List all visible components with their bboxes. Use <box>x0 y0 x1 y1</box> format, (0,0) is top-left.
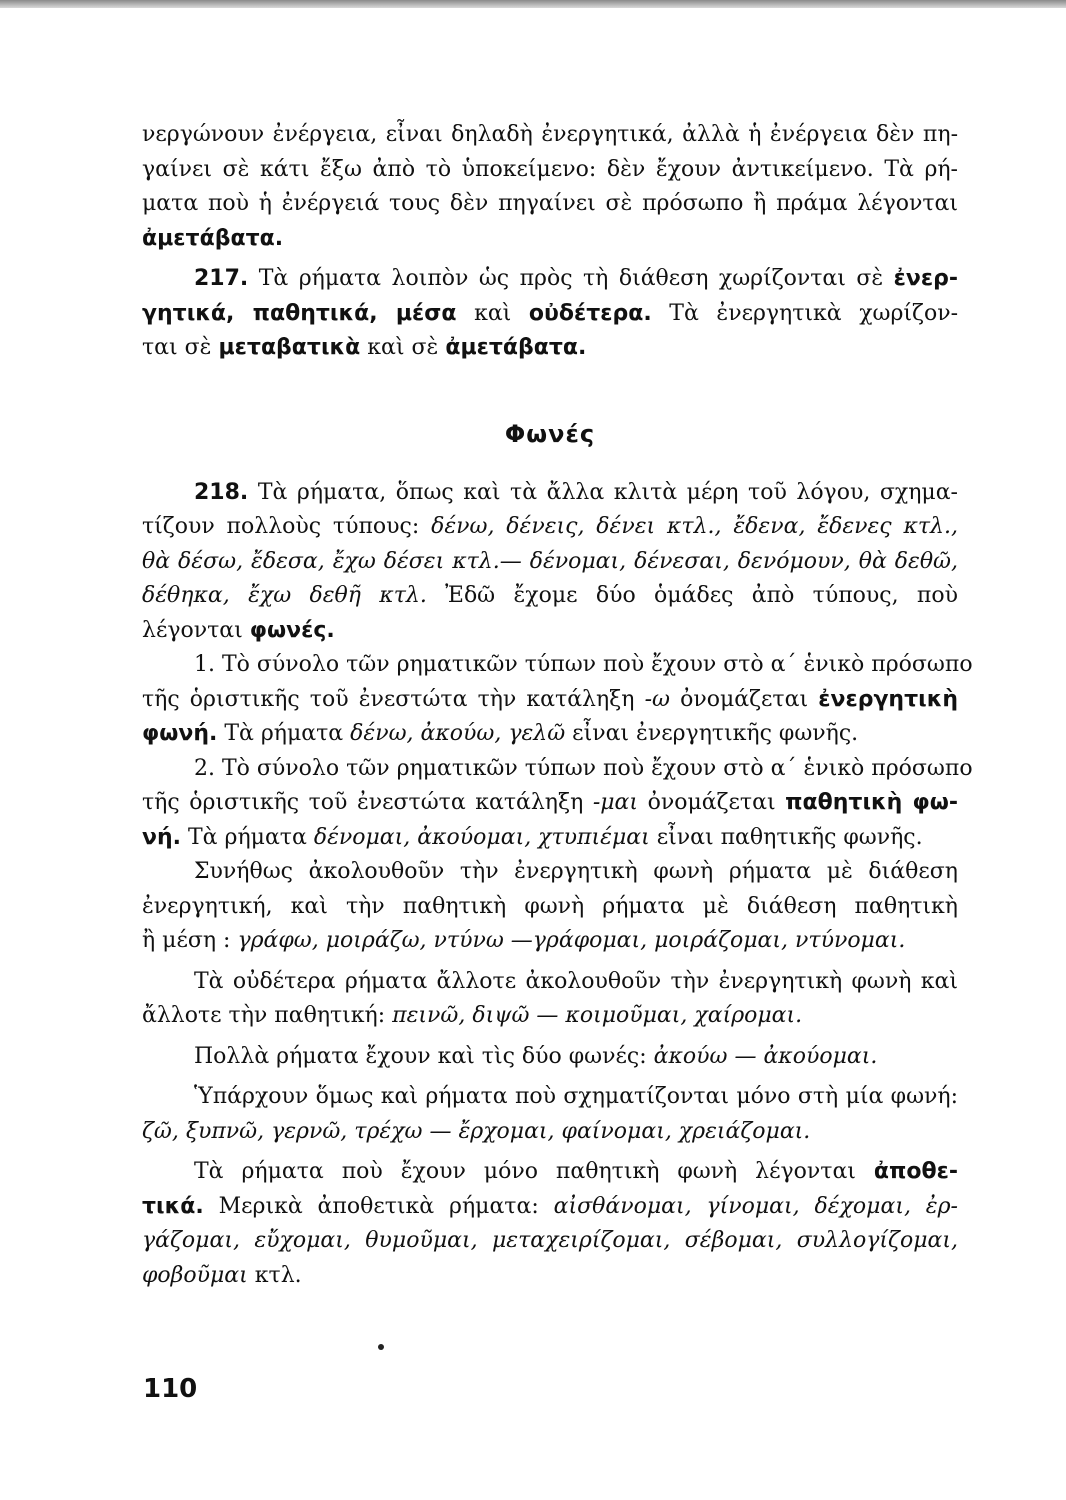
italic-example: πεινῶ, διψῶ — κοιμοῦμαι, χαίρομαι. <box>392 1003 803 1028</box>
bold-term: ἀμετάβατα. <box>142 225 284 251</box>
section-218-line: λέγονται φωνές. <box>142 617 335 643</box>
paragraph-line <box>142 1224 958 1259</box>
section-217-line: 217. Τὰ ρήματα λοιπὸν ὡς πρὸς τὴ διάθεση χωρίζονται σὲ ἐνερ- <box>194 266 958 291</box>
passive-voice-line: νή. Τὰ ρήματα δένομαι, ἀκούομαι, χτυπιέμαι εἶναι παθητικῆς φωνῆς. <box>142 824 923 850</box>
paragraph-line <box>142 1115 958 1150</box>
text-line <box>142 222 958 257</box>
bold-term: ἀποθε- <box>873 1159 958 1184</box>
paragraph-line: ἢ μέση : γράφω, μοιράζω, ντύνω —γράφομαι, μοιράζομαι, ντύνομαι. <box>142 928 906 953</box>
italic-example: δένω, δένεις, δένει κτλ., ἔδενα, ἔδενες κτλ., <box>431 514 958 539</box>
section-218-line <box>142 545 958 580</box>
paragraph-line: Συνήθως ἀκολουθοῦν τὴν ἐνεργητικὴ φωνὴ ρήματα μὲ διάθεση <box>194 859 958 884</box>
bold-term: φωνές. <box>249 617 335 643</box>
bold-term: παθητικὴ φω- <box>785 790 958 815</box>
section-218-line: 218. Τὰ ρήματα, ὅπως καὶ τὰ ἄλλα κλιτὰ μέρη τοῦ λόγου, σχημα- <box>194 479 958 505</box>
text-line: νεργώνουν ἐνέργεια, εἶναι δηλαδὴ ἐνεργητικά, ἀλλὰ ἡ ἐνέργεια δὲν πη- <box>142 122 958 147</box>
bold-term: ἐνεργητικὴ <box>818 686 958 712</box>
text-line: γαίνει σὲ κάτι ἔξω ἀπὸ τὸ ὑποκείμενο: δὲν ἔχουν ἀντικείμενο. Τὰ ρή- <box>142 156 958 182</box>
italic-example: δένω, ἀκούω, γελῶ <box>350 721 566 746</box>
bold-term: οὐδέτερα. <box>528 300 652 326</box>
italic-example: ζῶ, ξυπνῶ, γερνῶ, τρέχω — ἔρχομαι, φαίνομαι, χρειάζομαι. <box>142 1118 811 1144</box>
section-217-line: γητικά, παθητικά, μέσα καὶ οὐδέτερα. Τὰ ἐνεργητικὰ χωρίζον- <box>142 300 959 326</box>
paragraph-line: Πολλὰ ρήματα ἔχουν καὶ τὶς δύο φωνές: ἀκούω — ἀκούομαι. <box>194 1043 878 1069</box>
italic-example: δέθηκα, ἔχω δεθῆ κτλ. <box>142 583 427 608</box>
bold-term: φωνή. <box>142 721 218 746</box>
italic-example: γάζομαι, εὔχομαι, θυμοῦμαι, μεταχειρίζομαι, σέβομαι, συλλογίζομαι, <box>142 1228 958 1253</box>
active-voice-line: 1. Τὸ σύνολο τῶν ρηματικῶν τύπων ποὺ ἔχουν στὸ α΄ ἑνικὸ πρόσωπο <box>194 652 973 677</box>
section-218-line: τίζουν πολλοὺς τύπους: δένω, δένεις, δένει κτλ., ἔδενα, ἔδενες κτλ., <box>142 514 958 539</box>
italic-example: ἀκούω — ἀκούομαι. <box>653 1043 878 1069</box>
bold-term: ἐνερ- <box>893 266 958 291</box>
active-voice-line: φωνή. Τὰ ρήματα δένω, ἀκούω, γελῶ εἶναι ἐνεργητικῆς φωνῆς. <box>142 721 859 746</box>
section-number: 218. <box>194 479 249 505</box>
bold-term: γητικά, παθητικά, μέσα <box>142 300 457 326</box>
italic-example: φοβοῦμαι <box>142 1262 248 1288</box>
section-heading: Φωνές <box>504 419 596 448</box>
stray-dot-mark <box>378 1344 384 1350</box>
section-number: 217. <box>194 266 249 291</box>
italic-example: γράφω, μοιράζω, ντύνω —γράφομαι, μοιράζομαι, ντύνομαι. <box>237 928 906 953</box>
italic-example: δένομαι, ἀκούομαι, χτυπιέμαι <box>313 824 650 850</box>
paragraph-line: ἐνεργητική, καὶ τὴν παθητικὴ φωνὴ ρήματα μὲ διάθεση παθητικὴ <box>142 893 958 919</box>
section-218-line: δέθηκα, ἔχω δεθῆ κτλ. Ἐδῶ ἔχομε δύο ὁμάδες ἀπὸ τύπους, ποὺ <box>142 583 958 608</box>
paragraph-line: ἄλλοτε τὴν παθητική: πεινῶ, διψῶ — κοιμοῦμαι, χαίρομαι. <box>142 1003 803 1028</box>
paragraph-line: τικά. Μερικὰ ἀποθετικὰ ρήματα: αἰσθάνομαι, γίνομαι, δέχομαι, ἐρ- <box>142 1193 958 1219</box>
italic-example: θὰ δέσω, ἔδεσα, ἔχω δέσει κτλ.— δένομαι, δένεσαι, δενόμουν, θὰ δεθῶ, <box>142 548 958 574</box>
top-scan-border <box>0 0 1066 8</box>
page-body <box>142 118 973 1293</box>
passive-voice-line: τῆς ὁριστικῆς τοῦ ἐνεστώτα κατάληξη -μαι ὀνομάζεται παθητικὴ φω- <box>142 790 958 815</box>
paragraph-line: Τὰ ρήματα ποὺ ἔχουν μόνο παθητικὴ φωνὴ λέγονται ἀποθε- <box>194 1159 958 1184</box>
section-217-line: ται σὲ μεταβατικὰ καὶ σὲ ἀμετάβατα. <box>142 335 587 360</box>
paragraph-line: φοβοῦμαι κτλ. <box>142 1262 302 1288</box>
italic-example: αἰσθάνομαι, γίνομαι, δέχομαι, ἐρ- <box>553 1193 958 1219</box>
page-number: 110 <box>143 1374 198 1404</box>
active-voice-line: τῆς ὁριστικῆς τοῦ ἐνεστώτα τὴν κατάληξη -ω ὀνομάζεται ἐνεργητικὴ <box>142 686 958 712</box>
text-line: ματα ποὺ ἡ ἐνέργειά τους δὲν πηγαίνει σὲ πρόσωπο ἢ πράμα λέγονται <box>142 191 958 216</box>
paragraph-line: Τὰ οὐδέτερα ρήματα ἄλλοτε ἀκολουθοῦν τὴν ἐνεργητικὴ φωνὴ καὶ <box>194 968 958 994</box>
bold-term: ἀμετάβατα. <box>445 335 587 360</box>
bold-term: τικά. <box>142 1193 204 1219</box>
bold-term: νή. <box>142 824 182 850</box>
paragraph-line: Ὑπάρχουν ὅμως καὶ ρήματα ποὺ σχηματίζονται μόνο στὴ μία φωνή: <box>194 1084 958 1109</box>
bold-term: μεταβατικὰ <box>218 335 361 360</box>
passive-voice-line: 2. Τὸ σύνολο τῶν ρηματικῶν τύπων ποὺ ἔχουν στὸ α΄ ἑνικὸ πρόσωπο <box>194 755 973 781</box>
